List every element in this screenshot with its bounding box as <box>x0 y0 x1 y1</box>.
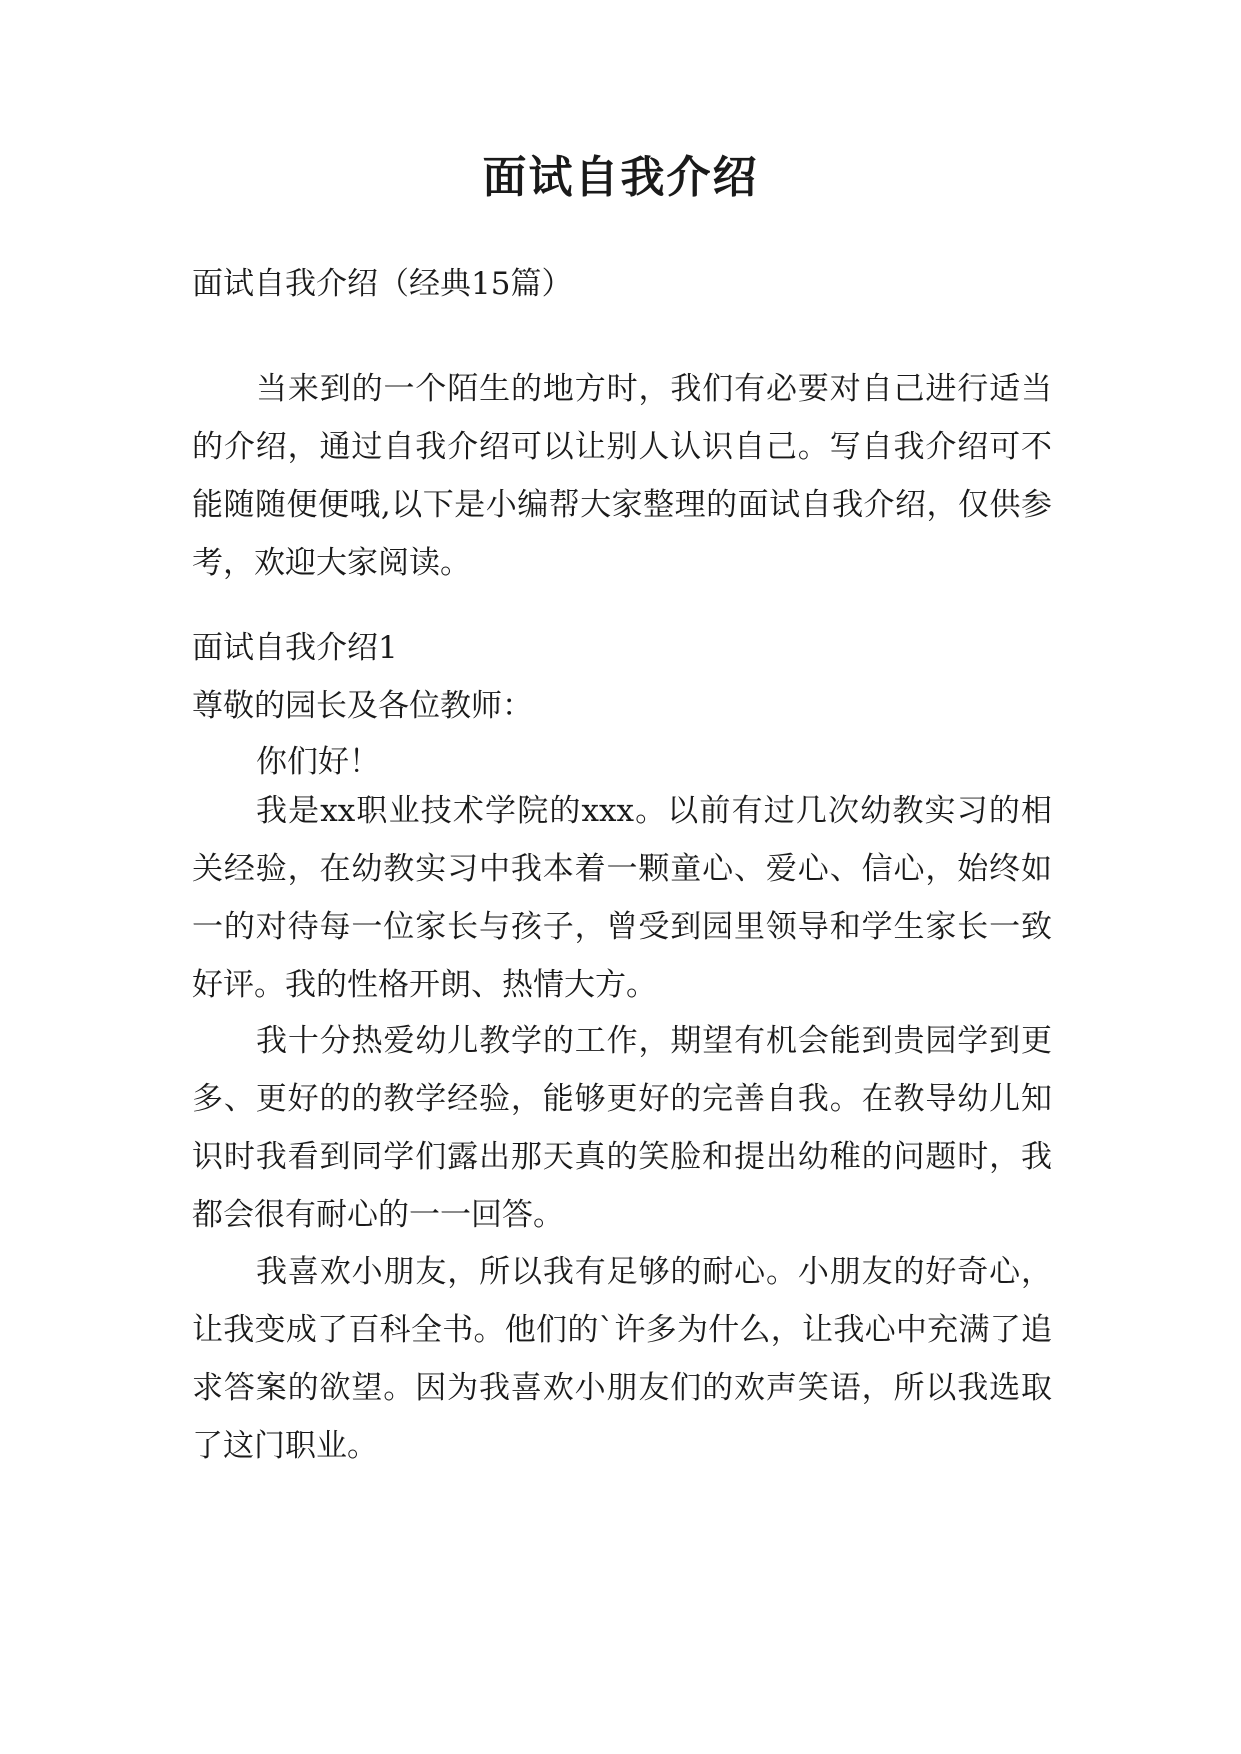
body-paragraph-2: 我十分热爱幼儿教学的工作，期望有机会能到贵园学到更多、更好的的教学经验，能够更好的完善自我。在教导幼儿知识时我看到同学们露出那天真的笑脸和提出幼稚的问题时，我都会很有耐心的一一回答。 <box>192 1023 1052 1233</box>
intro-paragraph: 当来到的一个陌生的地方时，我们有必要对自己进行适当的介绍，通过自我介绍可以让别人认识自己。写自我介绍可不能随随便便哦,以下是小编帮大家整理的面试自我介绍，仅供参考，欢迎大家阅读。 <box>192 371 1052 581</box>
section-heading: 面试自我介绍1 <box>192 630 398 666</box>
body-paragraph-3: 我喜欢小朋友，所以我有足够的耐心。小朋友的好奇心，让我变成了百科全书。他们的`许多为什么，让我心中充满了追求答案的欲望。因为我喜欢小朋友们的欢声笑语，所以我选取了这门职业。 <box>192 1254 1052 1464</box>
document-subtitle: 面试自我介绍（经典15篇） <box>192 266 573 302</box>
body-paragraph-1: 我是xx职业技术学院的xxx。以前有过几次幼教实习的相关经验，在幼教实习中我本着一颗童心、爱心、信心，始终如一的对待每一位家长与孩子，曾受到园里领导和学生家长一致好评。我的性格开朗、热情大方。 <box>192 793 1052 1003</box>
document-title: 面试自我介绍 <box>482 152 759 203</box>
greeting: 你们好！ <box>256 744 380 780</box>
salutation: 尊敬的园长及各位教师： <box>192 688 533 724</box>
